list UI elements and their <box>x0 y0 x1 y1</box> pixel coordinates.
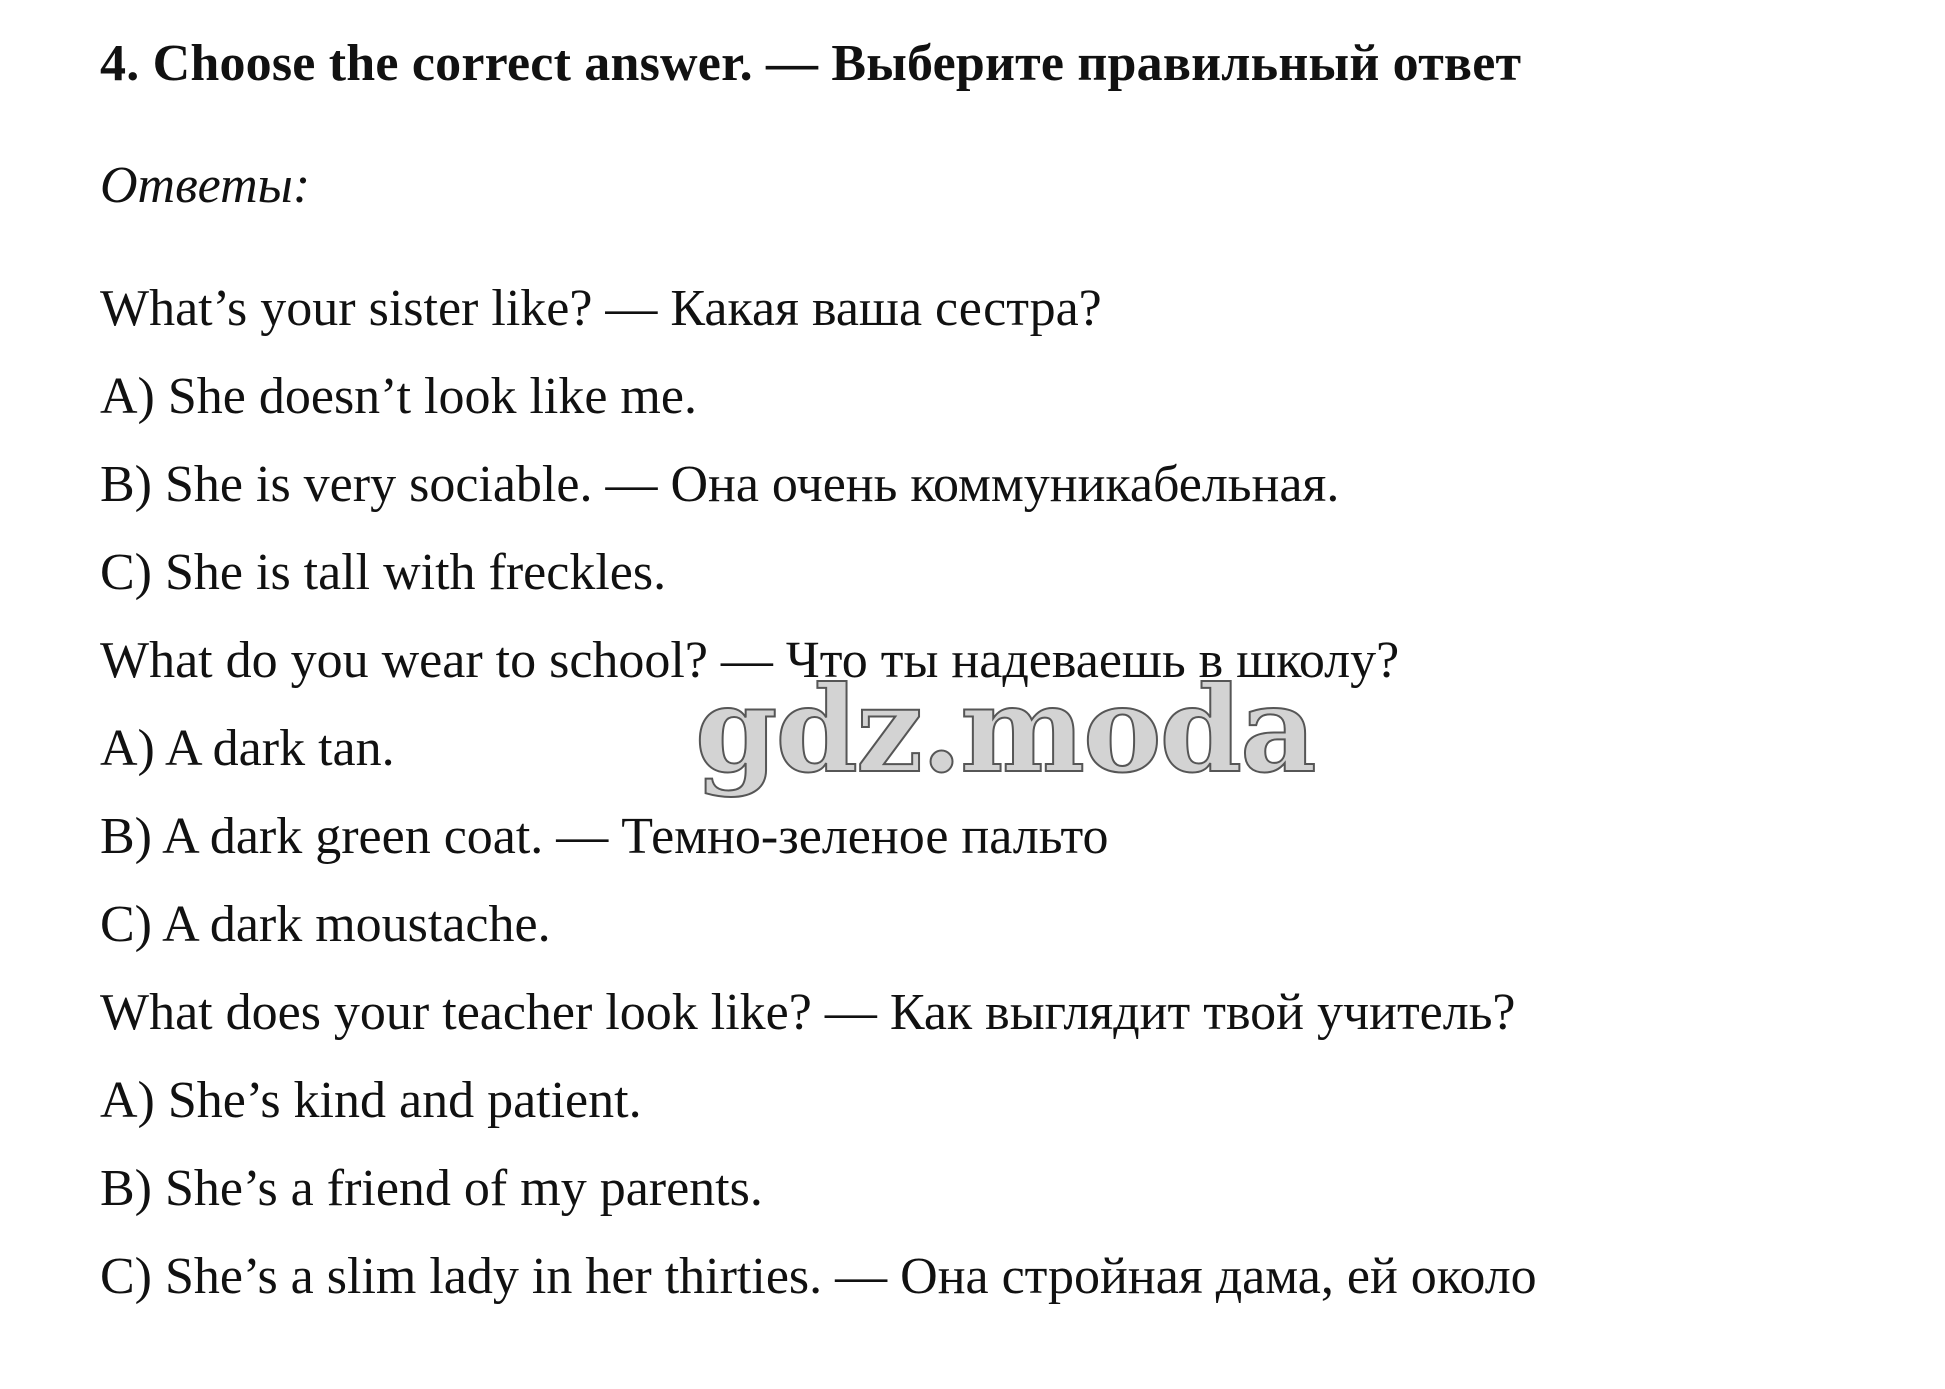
question-2: What do you wear to school? — Что ты надеваешь в школу? <box>100 632 1400 689</box>
question-1: What’s your sister like? — Какая ваша сестра? <box>100 280 1102 337</box>
watermark-logo: gdz.moda <box>695 660 1315 799</box>
answer-lines <box>100 265 1920 1321</box>
question-3-option-a: A) She’s kind and patient. <box>100 1072 642 1129</box>
answers-label: Ответы: <box>100 157 311 214</box>
question-1-option-a: A) She doesn’t look like me. <box>100 368 697 425</box>
question-3-option-c: C) She’s a slim lady in her thirties. — Она стройная дама, ей около <box>100 1248 1537 1305</box>
question-3: What does your teacher look like? — Как выглядит твой учитель? <box>100 984 1516 1041</box>
question-3-option-b: B) She’s a friend of my parents. <box>100 1160 763 1217</box>
question-2-option-b: B) A dark green coat. — Темно-зеленое пальто <box>100 808 1109 865</box>
exercise-title: 4. Choose the correct answer. — Выберите правильный ответ <box>100 35 1522 92</box>
question-1-option-b: B) She is very sociable. — Она очень коммуникабельная. <box>100 456 1340 513</box>
question-2-option-a: A) A dark tan. <box>100 720 395 777</box>
question-2-option-c: C) A dark moustache. <box>100 896 551 953</box>
question-1-option-c: C) She is tall with freckles. <box>100 544 667 601</box>
